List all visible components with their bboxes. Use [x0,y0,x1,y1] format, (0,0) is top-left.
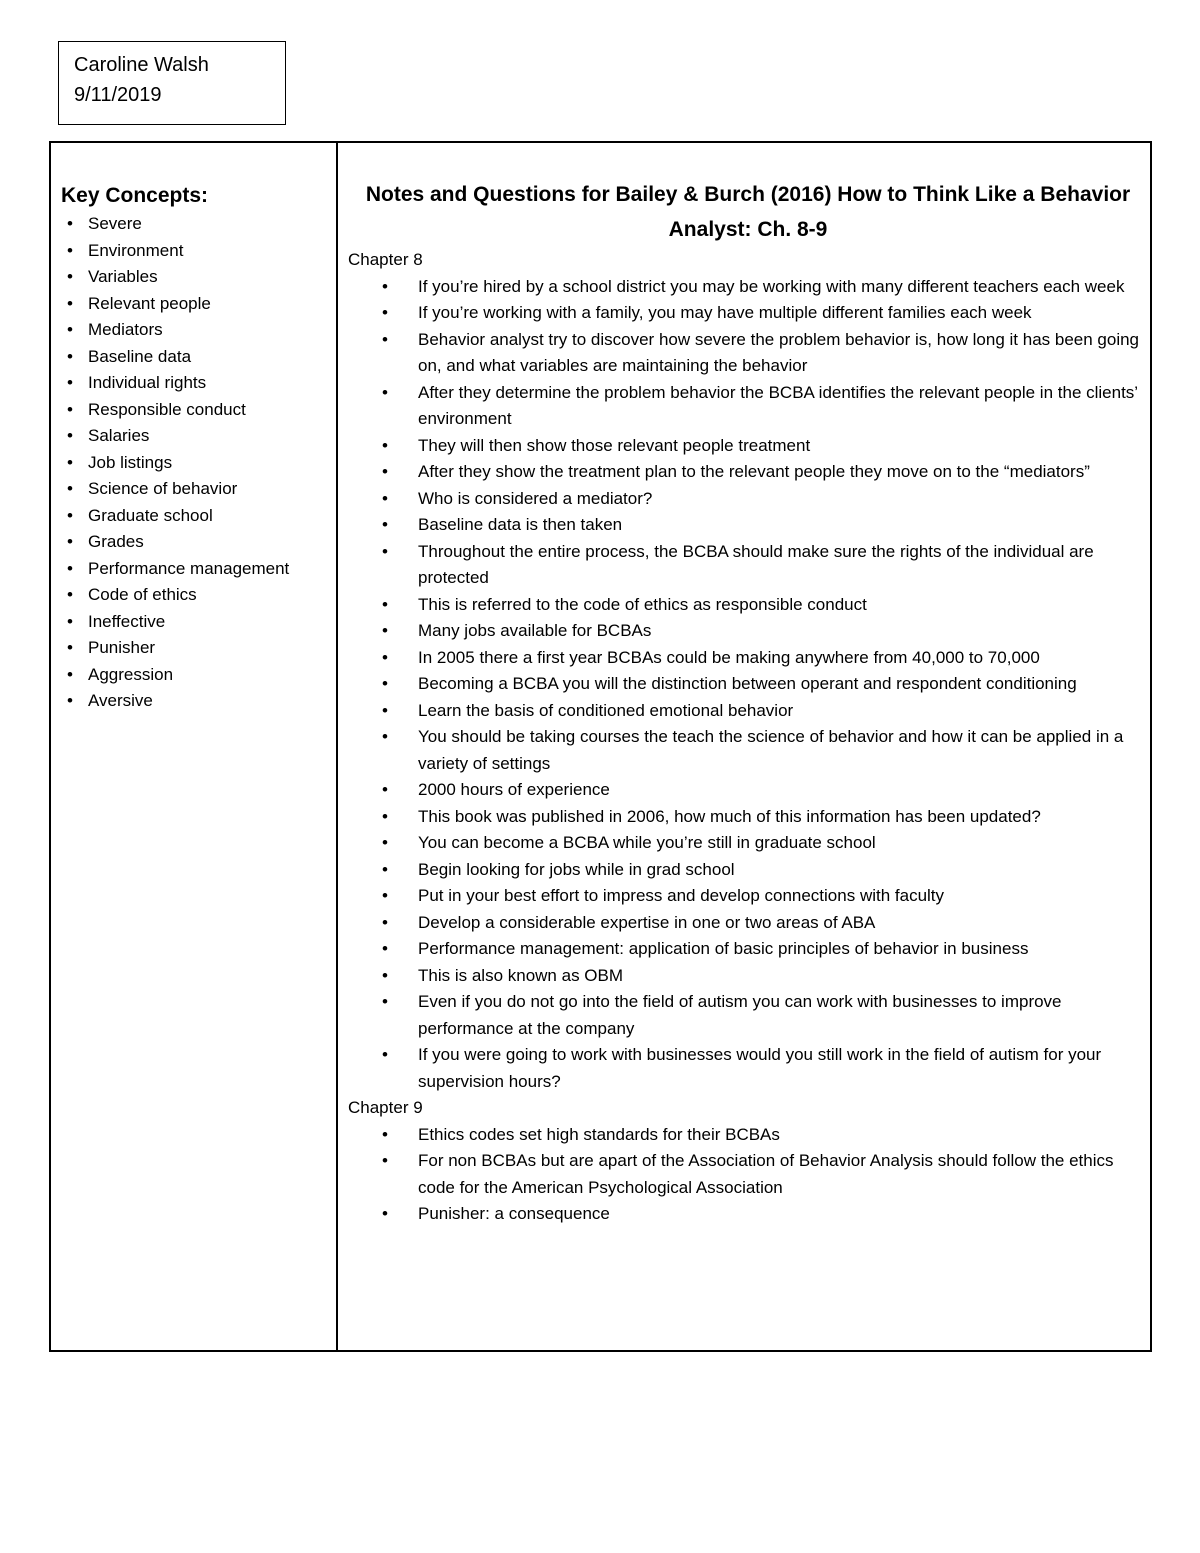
name-date-box [58,41,286,125]
key-concepts-column [51,143,338,1350]
note-item: • Even if you do not go into the field of autism you can work with businesses to improve performance at the company [348,989,1150,1042]
key-concepts-title: Key Concepts: [61,184,209,207]
chapter-label: Chapter 8 [348,250,423,269]
note-item: • Ethics codes set high standards for their BCBAs [348,1122,1150,1149]
key-concept-item: • Baseline data [61,344,336,371]
key-concept-item: • Code of ethics [61,582,336,609]
note-item: • Begin looking for jobs while in grad school [348,857,1150,884]
note-item: • You can become a BCBA while you’re still in graduate school [348,830,1150,857]
key-concept-item: • Punisher [61,635,336,662]
key-concept-item: • Aversive [61,688,336,715]
date-text: 9/11/2019 [74,84,162,106]
key-concept-item: • Performance management [61,556,336,583]
note-item: • This is referred to the code of ethics as responsible conduct [348,592,1150,619]
note-item: • Behavior analyst try to discover how severe the problem behavior is, how long it has been going on, and what variables are maintaining the behavior [348,327,1150,380]
key-concept-item: • Individual rights [61,370,336,397]
notes-title: Notes and Questions for Bailey & Burch (2016) How to Think Like a Behavior Analyst: Ch. 8-9 [365,183,1131,241]
key-concept-item: • Job listings [61,450,336,477]
note-item: • Put in your best effort to impress and develop connections with faculty [348,883,1150,910]
note-item: • After they show the treatment plan to the relevant people they move on to the “mediators” [348,459,1150,486]
key-concepts-list [61,211,336,715]
note-item: • Punisher: a consequence [348,1201,1150,1228]
notes-column [338,143,1150,1350]
note-item: • If you were going to work with businesses would you still work in the field of autism for your supervision hours? [348,1042,1150,1095]
chapter-notes-list [348,1122,1150,1228]
key-concept-item: • Severe [61,211,336,238]
note-item: • If you’re hired by a school district you may be working with many different teachers each week [348,274,1150,301]
note-item: • After they determine the problem behavior the BCBA identifies the relevant people in the clients’ environment [348,380,1150,433]
key-concept-item: • Environment [61,238,336,265]
key-concept-item: • Salaries [61,423,336,450]
note-item: • For non BCBAs but are apart of the Association of Behavior Analysis should follow the ethics code for the American Psychological Association [348,1148,1150,1201]
note-item: • They will then show those relevant people treatment [348,433,1150,460]
chapter-label: Chapter 9 [348,1098,423,1117]
key-concept-item: • Variables [61,264,336,291]
key-concept-item: • Science of behavior [61,476,336,503]
key-concept-item: • Graduate school [61,503,336,530]
key-concept-item: • Responsible conduct [61,397,336,424]
note-item: • If you’re working with a family, you may have multiple different families each week [348,300,1150,327]
key-concept-item: • Ineffective [61,609,336,636]
note-item: • Performance management: application of basic principles of behavior in business [348,936,1150,963]
note-item: • Develop a considerable expertise in one or two areas of ABA [348,910,1150,937]
student-name: Caroline Walsh [74,54,209,76]
note-item: • Baseline data is then taken [348,512,1150,539]
note-item: • Becoming a BCBA you will the distinction between operant and respondent conditioning [348,671,1150,698]
key-concept-item: • Grades [61,529,336,556]
note-item: • Who is considered a mediator? [348,486,1150,513]
note-item: • This book was published in 2006, how much of this information has been updated? [348,804,1150,831]
note-item: • This is also known as OBM [348,963,1150,990]
note-item: • Learn the basis of conditioned emotional behavior [348,698,1150,725]
note-item: • In 2005 there a first year BCBAs could be making anywhere from 40,000 to 70,000 [348,645,1150,672]
chapters-container [348,247,1150,1228]
chapter-notes-list [348,274,1150,1096]
note-item: • You should be taking courses the teach the science of behavior and how it can be applied in a variety of settings [348,724,1150,777]
notes-table [49,141,1152,1352]
key-concept-item: • Aggression [61,662,336,689]
note-item: • Many jobs available for BCBAs [348,618,1150,645]
key-concept-item: • Mediators [61,317,336,344]
key-concept-item: • Relevant people [61,291,336,318]
note-item: • 2000 hours of experience [348,777,1150,804]
note-item: • Throughout the entire process, the BCBA should make sure the rights of the individual are protected [348,539,1150,592]
